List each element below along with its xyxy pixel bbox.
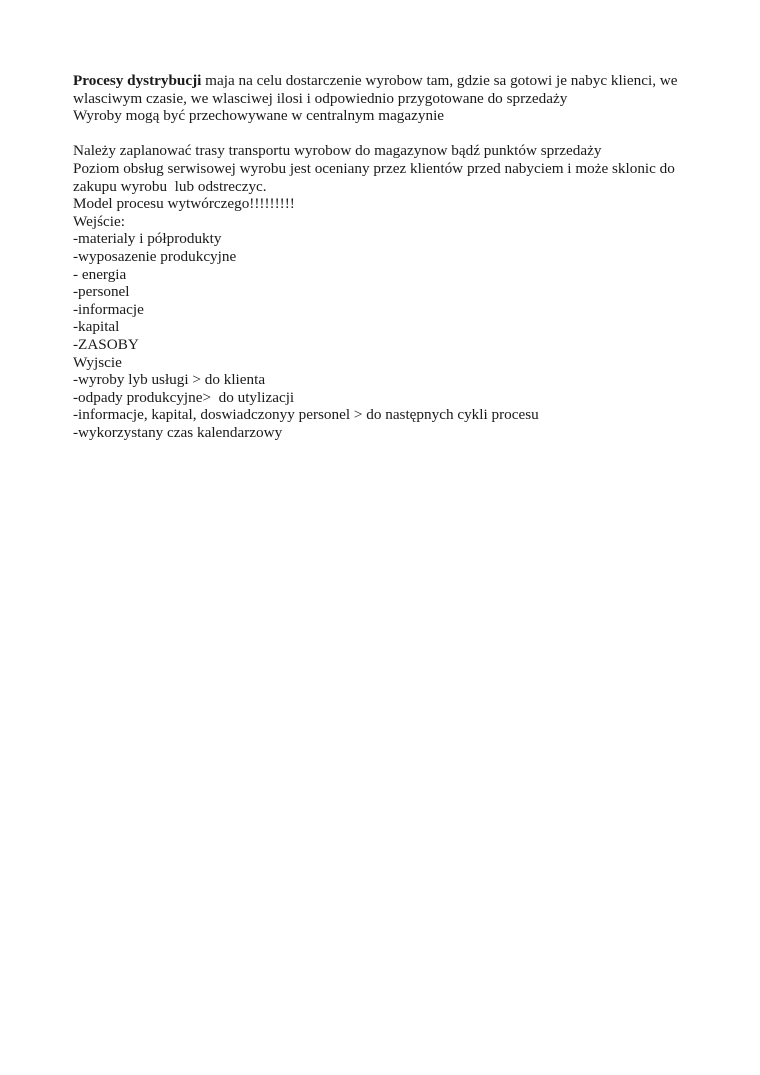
output-item: -informacje, kapital, doswiadczonyy personel > do następnych cykli procesu	[73, 406, 539, 424]
bold-term: Procesy dystrybucji	[73, 72, 202, 89]
input-item: -materialy i półprodukty	[73, 230, 222, 248]
service-line-1: Poziom obsług serwisowej wyrobu jest oceniany przez klientów przed nabyciem i może sklonic do	[73, 159, 675, 177]
input-item: -wyposazenie produkcyjne	[73, 247, 237, 265]
input-item: -personel	[73, 283, 130, 301]
intro-line-1-text: maja na celu dostarczenie wyrobow tam, gdzie sa gotowi je nabyc klienci, we	[201, 72, 678, 89]
input-heading: Wejście:	[73, 212, 125, 230]
input-item: -kapital	[73, 318, 120, 336]
model-heading: Model procesu wytwórczego!!!!!!!!!	[73, 195, 295, 213]
output-item: -odpady produkcyjne> do utylizacji	[73, 388, 295, 406]
output-item: -wyroby lyb usługi > do klienta	[73, 371, 266, 389]
input-item: - energia	[73, 265, 127, 283]
intro-line-1	[73, 72, 703, 90]
output-item: -wykorzystany czas kalendarzowy	[73, 423, 283, 441]
input-item: -informacje	[73, 300, 144, 318]
intro-line-2: wlasciwym czasie, we wlasciwej ilosi i odpowiednio przygotowane do sprzedaży	[73, 89, 568, 107]
service-line-2: zakupu wyrobu lub odstreczyc.	[73, 177, 267, 195]
transport-line: Należy zaplanować trasy transportu wyrobow do magazynow bądź punktów sprzedaży	[73, 142, 602, 160]
output-heading: Wyjscie	[73, 353, 122, 371]
document-body	[73, 72, 703, 441]
paragraph-gap	[73, 125, 703, 143]
intro-line-3: Wyroby mogą być przechowywane w centralnym magazynie	[73, 107, 445, 125]
input-item: -ZASOBY	[73, 335, 139, 353]
